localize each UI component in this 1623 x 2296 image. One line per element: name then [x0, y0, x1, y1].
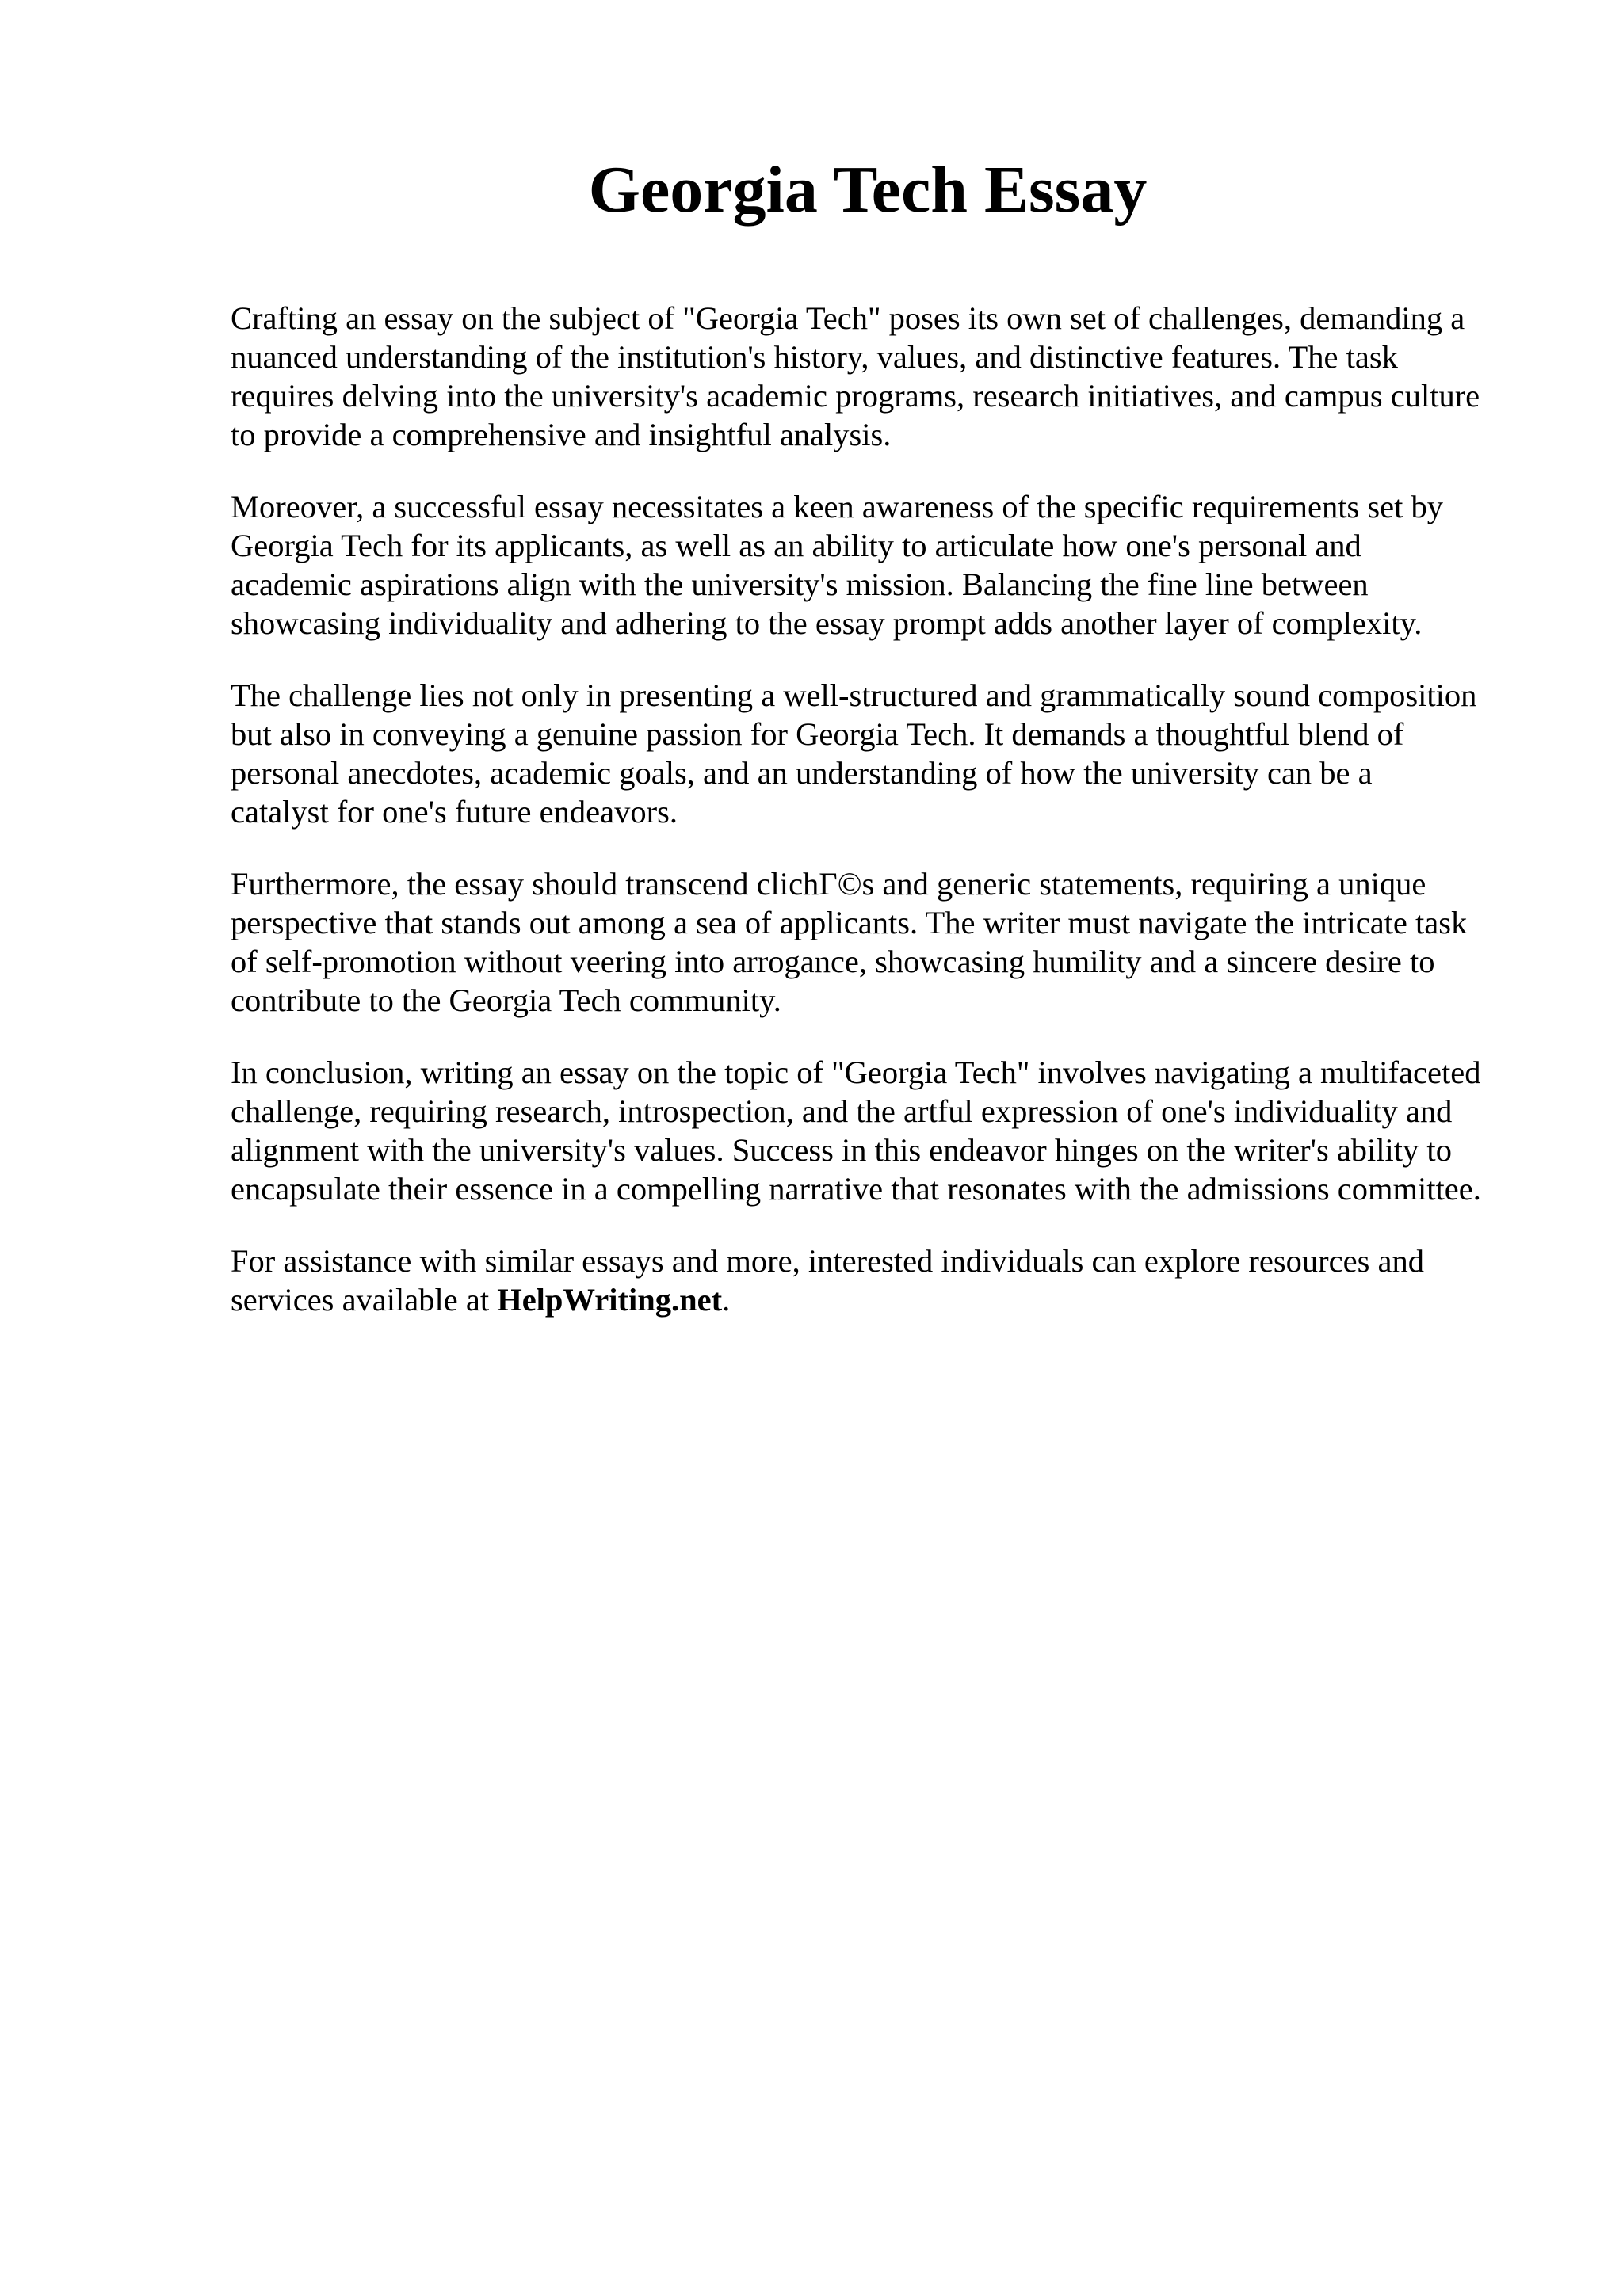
paragraph-4: Furthermore, the essay should transcend clichΓ©s and generic statements, requiring a unique perspective that stands out among a sea of applicants. The writer must navigate the intricate task of self-promotion without veering into arrogance, showcasing humility and a sincere desire to contribute to the Georgia Tech community.	[231, 866, 1468, 1018]
closing-text: For assistance with similar essays and more, interested individuals can explore resources and services available at	[231, 1243, 1424, 1318]
closing-period: .	[722, 1282, 731, 1318]
paragraph-5: In conclusion, writing an essay on the topic of "Georgia Tech" involves navigating a multifaceted challenge, requiring research, introspection, and the artful expression of one's individuality and alignment with the university's values. Success in this endeavor hinges on the writer's ability to encapsulate their essence in a compelling narrative that resonates with the admissions committee.	[231, 1055, 1481, 1207]
paragraph-2: Moreover, a successful essay necessitates a keen awareness of the specific requirements set by Georgia Tech for its applicants, as well as an ability to articulate how one's personal and academic aspirations align with the university's mission. Balancing the fine line between showcasing individuality and adhering to the essay prompt adds another layer of complexity.	[231, 489, 1444, 641]
helpwriting-link[interactable]: HelpWriting.net	[497, 1282, 723, 1318]
paragraph-3: The challenge lies not only in presenting a well-structured and grammatically sound composition but also in conveying a genuine passion for Georgia Tech. It demands a thoughtful blend of personal anecdotes, academic goals, and an understanding of how the university can be a catalyst for one's future endeavors.	[231, 677, 1477, 830]
essay-body	[231, 299, 1546, 1352]
document-title: Georgia Tech Essay	[588, 153, 1148, 227]
paragraph-1: Crafting an essay on the subject of "Georgia Tech" poses its own set of challenges, demanding a nuanced understanding of the institution's history, values, and distinctive features. The task requires delving into the university's academic programs, research initiatives, and campus culture to provide a comprehensive and insightful analysis.	[231, 300, 1480, 452]
closing-paragraph	[231, 1241, 1546, 1319]
